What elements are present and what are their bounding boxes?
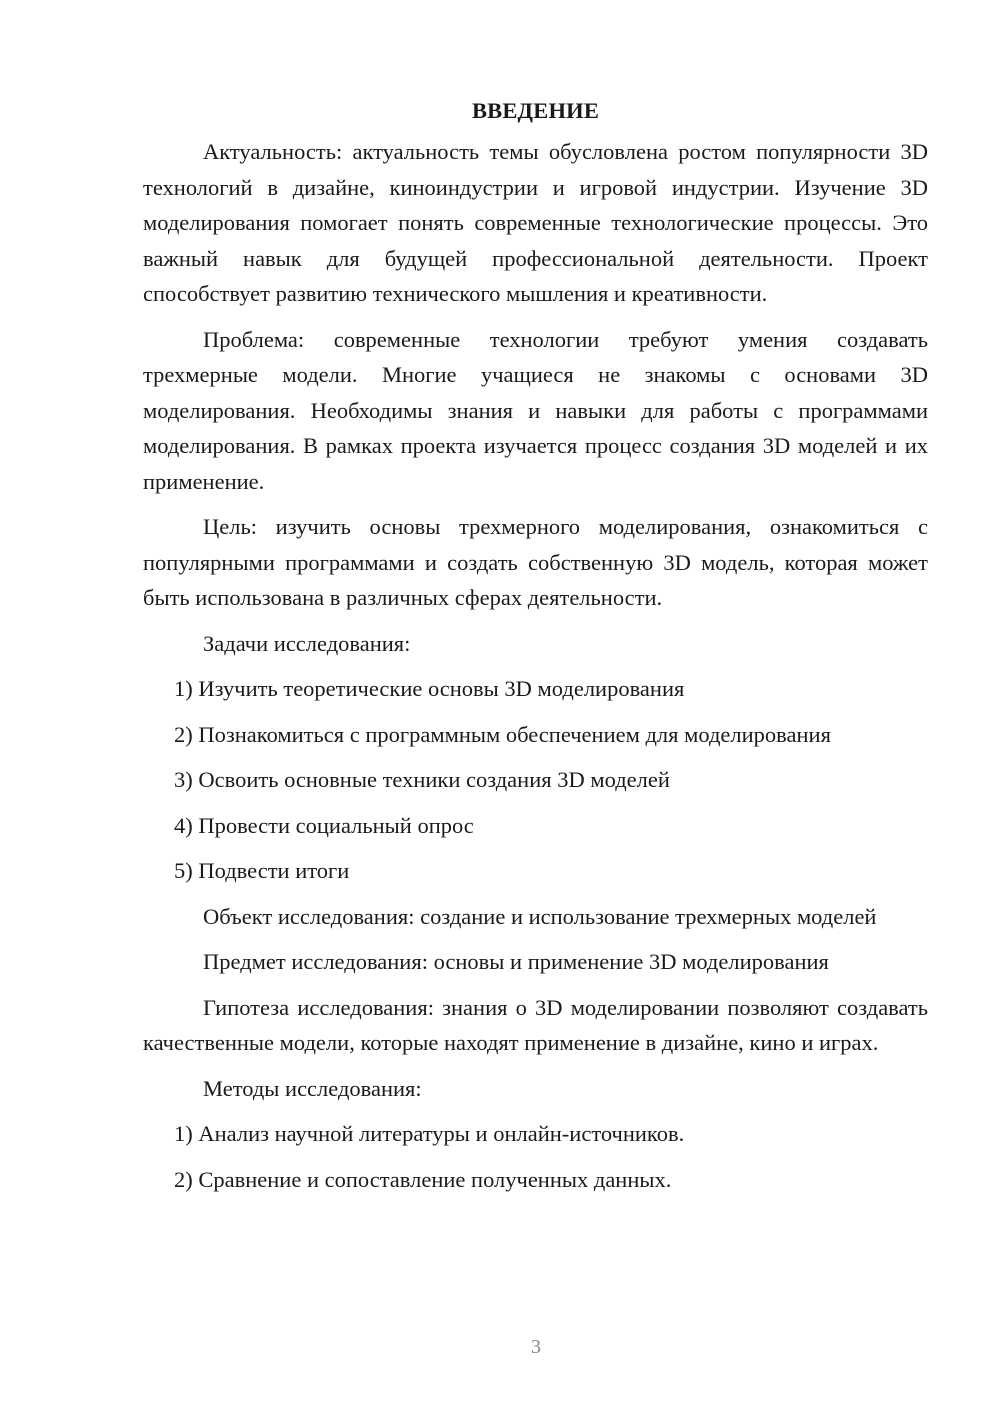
task-item-5: 5) Подвести итоги <box>174 858 350 883</box>
task-item-3: 3) Освоить основные техники создания 3D моделей <box>174 767 670 792</box>
page-title: ВВЕДЕНИЕ <box>471 98 600 123</box>
task-item-1: 1) Изучить теоретические основы 3D моделирования <box>174 676 685 701</box>
page-content <box>143 96 928 1207</box>
paragraph-relevance: Актуальность: актуальность темы обусловлена ростом популярности 3D технологий в дизайне, киноиндустрии и игровой индустрии. Изучение 3D моделирования помогает понять современные технологические процессы. Это важный навык для будущей профессиональной деятельности. Проект способствует развитию технического мышления и креативности. <box>143 139 928 306</box>
paragraph-subject: Предмет исследования: основы и применение 3D моделирования <box>203 949 829 974</box>
paragraph-hypothesis: Гипотеза исследования: знания о 3D моделировании позволяют создавать качественные модели, которые находят применение в дизайне, кино и играх. <box>143 994 928 1055</box>
task-item-4: 4) Провести социальный опрос <box>174 812 474 838</box>
page-number: 3 <box>531 1336 541 1358</box>
paragraph-goal: Цель: изучить основы трехмерного моделирования, ознакомиться с популярными программами и создать собственную 3D модель, которая может быть использована в различных сферах деятельности. <box>143 514 928 610</box>
paragraph-problem: Проблема: современные технологии требуют умения создавать трехмерные модели. Многие учащиеся не знакомы с основами 3D моделирования. Необходимы знания и навыки для работы с программами моделирования. В рамках проекта изучается процесс создания 3D моделей и их применение. <box>143 326 928 494</box>
tasks-heading: Задачи исследования: <box>203 630 411 656</box>
task-item-2: 2) Познакомиться с программным обеспечением для моделирования <box>174 721 831 747</box>
method-item-2: 2) Сравнение и сопоставление полученных данных. <box>174 1166 672 1192</box>
methods-heading: Методы исследования: <box>203 1075 422 1101</box>
method-item-1: 1) Анализ научной литературы и онлайн-источников. <box>174 1121 685 1146</box>
paragraph-object: Объект исследования: создание и использование трехмерных моделей <box>203 903 877 929</box>
